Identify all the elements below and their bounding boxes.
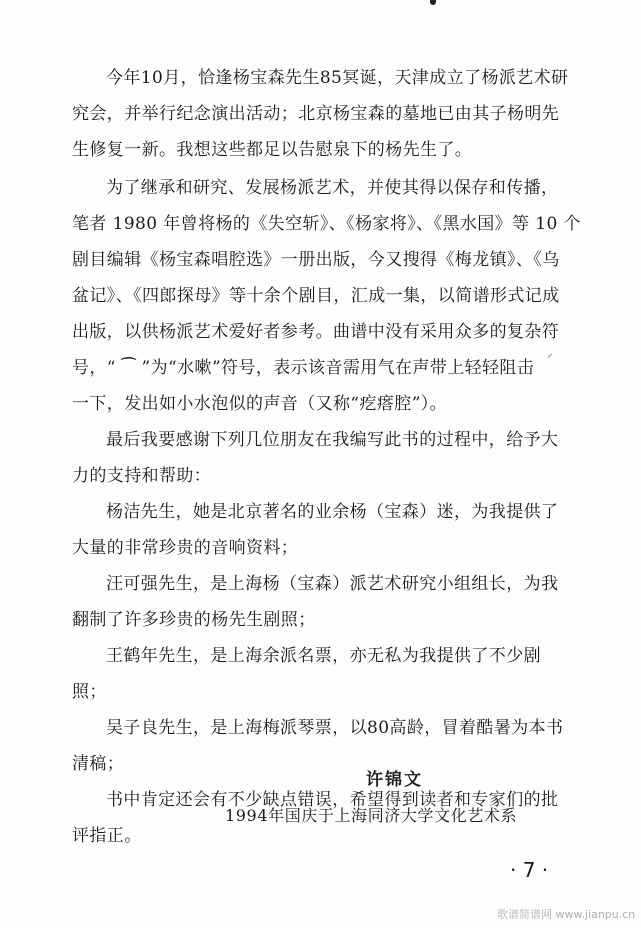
paragraph-purpose: [72, 170, 580, 422]
paragraph-thanks: [72, 422, 580, 494]
text-line: 今年10月，恰逢杨宝森先生85冥诞，天津成立了杨派艺术研: [106, 68, 569, 88]
watermark-text: 歌谱简谱网 www.jianpu.cn: [497, 908, 636, 921]
body-text: [72, 60, 580, 854]
text-line: 盆记》、《四郎探母》等十余个剧目，汇成一集，以简谱形式记成: [72, 286, 560, 306]
text-line: 清稿；: [72, 754, 125, 774]
text-line: 吴子良先生，是上海梅派琴票，以80高龄，冒着酷暑为本书: [106, 718, 564, 738]
page-number: · 7 ·: [510, 858, 549, 882]
text-line: 力的支持和帮助：: [72, 466, 212, 486]
text-line: 杨洁先生，她是北京著名的业余杨（宝森）迷，为我提供了: [106, 502, 559, 522]
top-ink-mark: [430, 0, 436, 5]
text-line: 笔者 1980 年曾将杨的《失空斩》、《杨家将》、《黑水国》等 10 个: [72, 214, 581, 234]
paragraph-thanks-wu-ziliang: [72, 710, 580, 782]
text-line: 生修复一新。我想这些都足以告慰泉下的杨先生了。: [72, 140, 473, 160]
text-line: 照；: [72, 682, 107, 702]
text-line: 汪可强先生，是上海杨（宝森）派艺术研究小组组长，为我: [106, 574, 559, 594]
stray-ink-mark: ⸝: [547, 347, 553, 360]
paragraph-anniversary: [72, 60, 580, 168]
text-line: 剧目编辑《杨宝森唱腔选》一册出版，今又搜得《梅龙镇》、《乌: [72, 250, 560, 270]
text-line: 评指正。: [72, 826, 142, 846]
paragraph-thanks-wang-keqiang: [72, 566, 580, 638]
text-line: 为了继承和研究、发展杨派艺术，并使其得以保存和传播，: [106, 178, 559, 198]
author-signature: 许锦文: [366, 770, 423, 790]
paragraph-thanks-yang-jie: [72, 494, 580, 566]
text-line: 一下，发出如小水泡似的声音（又称“疙瘩腔”）。: [72, 394, 448, 414]
text-line: 书中肯定还会有不少缺点错误，希望得到读者和专家们的批: [106, 790, 559, 810]
text-line: 王鹤年先生，是上海余派名票，亦无私为我提供了不少剧: [106, 646, 541, 666]
text-line: 翻制了许多珍贵的杨先生剧照；: [72, 610, 316, 630]
text-line: 号，“ ⁀ ”为“水嗽”符号，表示该音需用气在声带上轻轻阻击: [72, 358, 535, 378]
text-line: 究会，并举行纪念演出活动；北京杨宝森的墓地已由其子杨明先: [72, 104, 560, 124]
dateline: 1994年国庆于上海同济大学文化艺术系: [225, 806, 518, 825]
paragraph-thanks-wang-henian: [72, 638, 580, 710]
text-line: 出版，以供杨派艺术爱好者参考。曲谱中没有采用众多的复杂符: [72, 322, 560, 342]
text-line: 大量的非常珍贵的音响资料；: [72, 538, 299, 558]
text-line: 最后我要感谢下列几位朋友在我编写此书的过程中，给予大: [106, 430, 559, 450]
